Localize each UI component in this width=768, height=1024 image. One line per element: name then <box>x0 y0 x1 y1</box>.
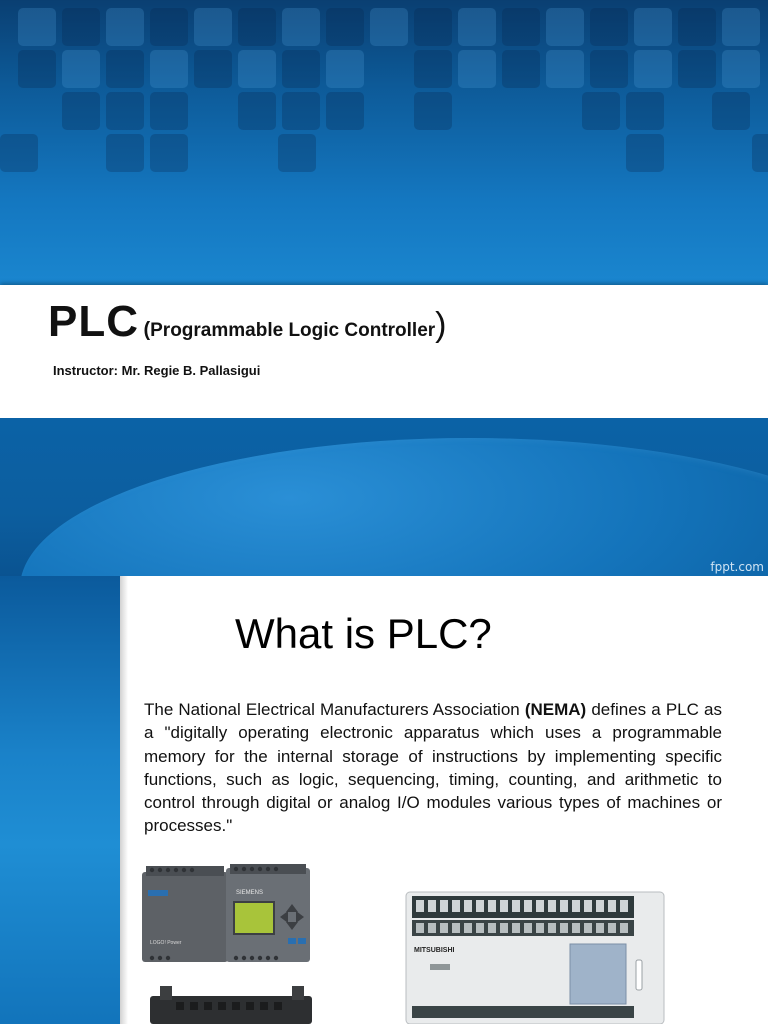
decor-tile <box>62 8 100 46</box>
decor-tile <box>722 50 760 88</box>
decor-tile <box>326 8 364 46</box>
decor-tile <box>370 8 408 46</box>
mitsubishi-brand-text: MITSUBISHI <box>414 947 455 954</box>
decor-tile <box>590 8 628 46</box>
decor-tile <box>634 8 672 46</box>
decor-tile <box>282 50 320 88</box>
decor-tile <box>414 92 452 130</box>
siemens-logo-plc-image <box>140 864 312 968</box>
tile-pattern-background <box>0 0 768 285</box>
decor-tile <box>150 50 188 88</box>
decor-tile <box>414 8 452 46</box>
decor-tile <box>458 50 496 88</box>
decor-tile <box>194 50 232 88</box>
nema-acronym: (NEMA) <box>524 700 587 719</box>
decor-tile <box>458 8 496 46</box>
decor-tile <box>282 92 320 130</box>
instructor-line: Instructor: Mr. Regie B. Pallasigui <box>53 363 261 378</box>
decor-tile <box>238 92 276 130</box>
decor-tile <box>546 50 584 88</box>
decor-tile <box>62 92 100 130</box>
decor-tile <box>238 8 276 46</box>
decor-swoosh <box>20 438 768 576</box>
decor-tile <box>326 92 364 130</box>
mitsubishi-plc-image <box>400 878 668 1024</box>
decor-tile <box>502 8 540 46</box>
decor-tile <box>722 8 760 46</box>
plc-module-image <box>146 984 316 1024</box>
side-bar-decor <box>0 576 120 1024</box>
title-close-paren: ) <box>435 306 447 344</box>
title-acronym: PLC <box>48 297 139 346</box>
decor-tile <box>582 92 620 130</box>
definition-paragraph <box>144 698 722 838</box>
decor-tile <box>326 50 364 88</box>
title-open-paren: ( <box>143 319 151 341</box>
decor-tile <box>414 50 452 88</box>
decor-tile <box>106 50 144 88</box>
decor-tile <box>150 92 188 130</box>
decor-tile <box>62 50 100 88</box>
decor-tile <box>238 50 276 88</box>
side-bar-shadow <box>120 576 128 1024</box>
decor-tile <box>150 134 188 172</box>
decor-tile <box>106 134 144 172</box>
decor-tile <box>18 8 56 46</box>
title-band <box>0 285 768 418</box>
content-slide <box>0 576 768 1024</box>
decor-tile <box>626 134 664 172</box>
logo-power-text: LOGO! Power <box>150 940 182 946</box>
decor-tile <box>18 50 56 88</box>
siemens-brand-text: SIEMENS <box>236 890 264 896</box>
definition-text-rest: defines a PLC as a "digitally operating electronic apparatus which uses a programmable memory for the internal storage of instructions by implementing specific functions, such as logic, sequencing, timing, counting, and arithmetic to control through digital or analog I/O modules various types of machines or processes." <box>144 700 722 836</box>
decor-tile <box>712 92 750 130</box>
decor-tile <box>150 8 188 46</box>
decor-tile <box>502 50 540 88</box>
slide-heading: What is PLC? <box>235 610 492 657</box>
decor-tile <box>752 134 768 172</box>
decor-tile <box>546 8 584 46</box>
slide-bottom-background <box>0 418 768 576</box>
decor-tile <box>106 92 144 130</box>
decor-tile <box>590 50 628 88</box>
definition-text-start: The National Electrical Manufacturers Association <box>144 700 525 719</box>
decor-tile <box>194 8 232 46</box>
watermark-text: fppt.com <box>710 560 764 574</box>
decor-tile <box>0 134 38 172</box>
decor-tile <box>678 50 716 88</box>
decor-tile <box>282 8 320 46</box>
decor-tile <box>106 8 144 46</box>
decor-tile <box>678 8 716 46</box>
decor-tile <box>278 134 316 172</box>
title-full-name: Programmable Logic Controller <box>150 320 436 341</box>
decor-tile <box>626 92 664 130</box>
decor-tile <box>634 50 672 88</box>
slide-title <box>48 297 447 347</box>
